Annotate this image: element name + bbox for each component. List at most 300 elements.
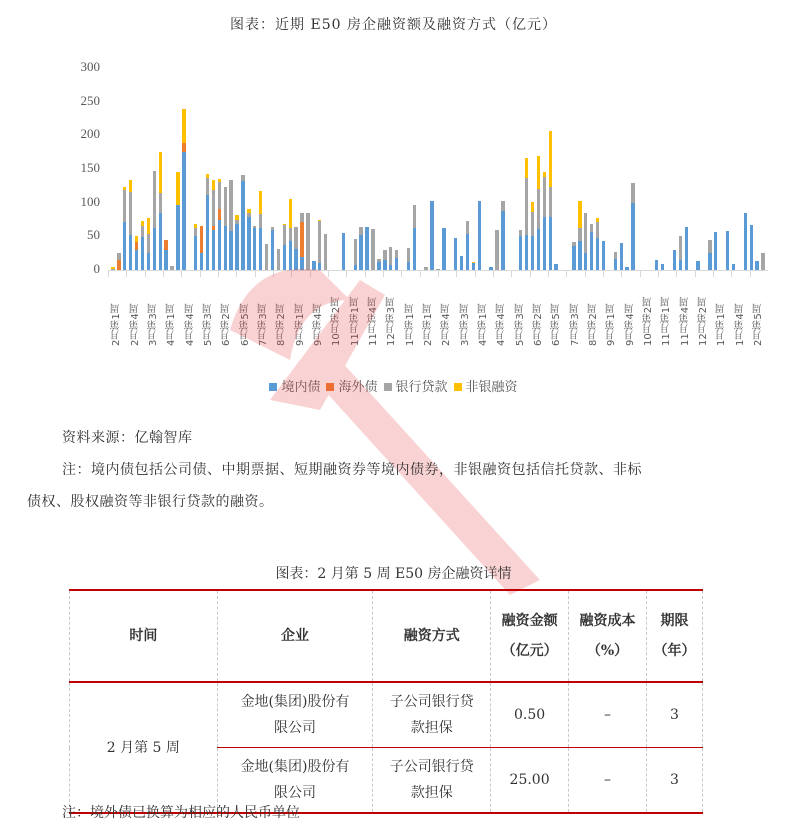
stacked-bar — [495, 230, 498, 270]
x-tick-label: 6月第2周 — [221, 303, 233, 346]
stacked-bar — [318, 220, 321, 270]
stacked-bar — [413, 205, 416, 270]
x-tick-label: 6月第5周 — [551, 303, 563, 346]
bar-segment — [679, 236, 682, 260]
bar-segment — [389, 247, 392, 265]
x-tick — [218, 271, 219, 277]
x-tick-label: 11月第1周 — [349, 296, 361, 346]
bar-segment — [283, 225, 286, 245]
note-line-2: 债权、股权融资等非银行贷款的融资。 — [27, 494, 274, 510]
bar-segment — [212, 180, 215, 189]
bar-segment — [218, 209, 221, 219]
bar-segment — [519, 236, 522, 270]
stacked-bar — [294, 227, 297, 270]
bar-segment — [478, 201, 481, 270]
stacked-bar — [625, 267, 628, 270]
stacked-bar — [620, 243, 623, 270]
company-line1: 金地(集团)股份有 — [240, 694, 350, 710]
bar-segment — [531, 236, 534, 270]
stacked-bar — [383, 250, 386, 270]
stacked-bar — [685, 227, 688, 270]
bar-segment — [253, 228, 256, 270]
bar-segment — [708, 240, 711, 253]
bar-segment — [407, 262, 410, 270]
stacked-bar — [277, 249, 280, 270]
x-tick — [273, 271, 274, 277]
stacked-bar — [194, 224, 197, 270]
stacked-bar — [182, 109, 185, 270]
bar-segment — [265, 244, 268, 270]
bar-segment — [354, 239, 357, 265]
bar-segment — [549, 131, 552, 186]
stacked-bar — [283, 224, 286, 270]
bar-segment — [182, 109, 185, 143]
stacked-bar — [554, 264, 557, 270]
x-tick — [163, 271, 164, 277]
bar-segment — [679, 260, 682, 270]
bar-segment — [549, 187, 552, 218]
stacked-bar — [584, 213, 587, 270]
stacked-bar — [631, 183, 634, 270]
x-tick — [108, 271, 109, 277]
time-cell: 2 月第 5 周 — [70, 682, 218, 813]
bar-segment — [377, 262, 380, 270]
bar-segment — [708, 253, 711, 271]
bar-segment — [176, 205, 179, 270]
x-tick — [530, 271, 531, 277]
x-tick — [401, 271, 402, 277]
x-tick — [181, 271, 182, 277]
stacked-bar — [218, 179, 221, 270]
stacked-bar — [442, 228, 445, 270]
x-tick-label: 12月第3周 — [386, 296, 398, 346]
bar-segment — [549, 217, 552, 270]
bar-segment — [584, 253, 587, 271]
stacked-bar — [602, 241, 605, 270]
bar-segment — [241, 181, 244, 270]
stacked-bar — [265, 244, 268, 270]
legend-label: 非银融资 — [465, 380, 518, 395]
bar-segment — [744, 213, 747, 270]
bar-segment — [383, 260, 386, 270]
header-time: 时间 — [70, 590, 218, 682]
bar-segment — [147, 218, 150, 233]
bar-segment — [590, 224, 593, 232]
x-tick — [255, 271, 256, 277]
x-tick-label: 2月第4周 — [441, 303, 453, 346]
x-axis-ticks — [108, 271, 768, 277]
header-cost — [569, 590, 647, 682]
bar-segment — [614, 259, 617, 270]
stacked-bar — [761, 253, 764, 271]
stacked-bar — [430, 201, 433, 270]
bar-segment — [584, 213, 587, 252]
bar-segment — [495, 230, 498, 270]
x-tick — [145, 271, 146, 277]
x-tick-label: 1月第1周 — [716, 303, 728, 346]
x-tick — [328, 271, 329, 277]
stacked-bar — [572, 242, 575, 270]
stacked-bar — [306, 213, 309, 270]
bar-segment — [430, 201, 433, 270]
stacked-bar — [596, 218, 599, 270]
bar-segment — [135, 250, 138, 270]
stacked-bar — [549, 131, 552, 270]
stacked-bar — [519, 230, 522, 270]
stacked-bar — [212, 180, 215, 270]
bar-segment — [129, 192, 132, 235]
x-tick-label: 11月第4周 — [679, 296, 691, 346]
bar-segment — [259, 228, 262, 270]
stacked-bar — [531, 202, 534, 270]
bar-segment — [300, 213, 303, 222]
x-tick-label: 5月第3周 — [514, 303, 526, 346]
table-title: 图表：2 月第 5 周 E50 房企融资详情 — [275, 566, 512, 582]
bar-segment — [673, 250, 676, 270]
bar-segment — [182, 143, 185, 152]
bar-segment — [395, 258, 398, 270]
bar-segment — [732, 264, 735, 270]
bar-segment — [614, 252, 617, 259]
bar-segment — [247, 217, 250, 270]
stacked-bar — [247, 209, 250, 270]
bar-segment — [141, 237, 144, 270]
legend-swatch-icon — [454, 383, 462, 391]
stacked-bar — [377, 259, 380, 270]
stacked-bar — [289, 199, 292, 270]
stacked-bar — [696, 261, 699, 270]
bar-segment — [289, 228, 292, 241]
x-tick — [566, 271, 567, 277]
bar-segment — [300, 222, 303, 256]
header-term — [646, 590, 702, 682]
stacked-bar — [424, 267, 427, 270]
bar-segment — [271, 230, 274, 270]
stacked-bar — [354, 239, 357, 270]
x-tick-label: 9月第4周 — [624, 303, 636, 346]
bar-segment — [324, 234, 327, 270]
bar-segment — [572, 246, 575, 270]
bar-segment — [306, 213, 309, 270]
header-method: 融资方式 — [373, 590, 491, 682]
stacked-bar — [259, 191, 262, 270]
legend-swatch-icon — [326, 383, 334, 391]
method-line2: 款担保 — [410, 720, 453, 736]
bar-segment — [383, 250, 386, 260]
x-tick — [383, 271, 384, 277]
x-tick — [658, 271, 659, 277]
x-tick — [291, 271, 292, 277]
stacked-bar — [241, 175, 244, 270]
bar-segment — [176, 172, 179, 204]
x-tick-label: 11月第1周 — [661, 296, 673, 346]
stacked-bar — [135, 236, 138, 270]
bar-segment — [182, 152, 185, 270]
bar-segment — [602, 241, 605, 270]
bar-segment — [407, 248, 410, 261]
stacked-bar — [235, 215, 238, 270]
bar-segment — [761, 253, 764, 271]
x-tick — [640, 271, 641, 277]
bar-segment — [554, 264, 557, 270]
bar-segment — [164, 250, 167, 270]
bar-segment — [620, 243, 623, 270]
bar-segment — [590, 232, 593, 270]
bar-segment — [111, 269, 114, 270]
bar-segment — [318, 221, 321, 263]
stacked-bar — [543, 172, 546, 270]
header-company: 企业 — [217, 590, 373, 682]
x-tick — [750, 271, 751, 277]
bar-segment — [466, 234, 469, 270]
legend-label: 境内债 — [281, 380, 321, 395]
bar-segment — [371, 229, 374, 270]
bar-segment — [661, 264, 664, 270]
stacked-bar — [371, 229, 374, 270]
stacked-bar — [489, 267, 492, 270]
stacked-bar — [395, 250, 398, 270]
legend-swatch-icon — [269, 383, 277, 391]
stacked-bar — [123, 187, 126, 270]
x-tick-label: 3月第3周 — [147, 303, 159, 346]
bar-segment — [755, 261, 758, 270]
bar-segment — [501, 201, 504, 212]
x-tick — [621, 271, 622, 277]
bar-segment — [147, 234, 150, 254]
legend-label: 银行贷款 — [395, 380, 448, 395]
bar-segment — [454, 238, 457, 270]
bar-segment — [206, 178, 209, 195]
x-tick — [548, 271, 549, 277]
bar-segment — [442, 228, 445, 270]
header-amount-line1: 融资金额 — [501, 613, 558, 629]
bar-segment — [194, 228, 197, 236]
x-tick-label: 6月第5周 — [239, 303, 251, 346]
bar-segment — [194, 236, 197, 270]
x-tick-label: 10月第2周 — [331, 296, 343, 346]
stacked-bar — [159, 152, 162, 270]
bar-segment — [696, 261, 699, 270]
x-tick — [493, 271, 494, 277]
x-tick — [236, 271, 237, 277]
method-line2: 款担保 — [410, 785, 453, 801]
stacked-bar — [726, 231, 729, 270]
stacked-bar — [164, 240, 167, 270]
x-tick-label: 10月第2周 — [642, 296, 654, 346]
stacked-bar — [472, 262, 475, 270]
bar-segment — [294, 227, 297, 249]
stacked-bar — [750, 225, 753, 270]
bar-segment — [117, 260, 120, 270]
stacked-bar — [501, 201, 504, 270]
bar-segment — [531, 212, 534, 236]
legend-item — [269, 376, 320, 395]
bar-segment — [413, 228, 416, 270]
chart-legend — [0, 376, 787, 395]
bar-segment — [395, 250, 398, 258]
x-tick-label: 4月第1周 — [477, 303, 489, 346]
stacked-bar — [359, 227, 362, 270]
x-tick — [438, 271, 439, 277]
bar-segment — [129, 235, 132, 270]
bar-segment — [218, 220, 221, 271]
x-tick-label: 2月第1周 — [422, 303, 434, 346]
bar-segment — [259, 214, 262, 228]
method-cell — [373, 748, 491, 814]
x-tick-label: 4月第4周 — [496, 303, 508, 346]
x-tick — [365, 271, 366, 277]
bar-segment — [472, 263, 475, 270]
bar-segment — [342, 233, 345, 270]
bar-segment — [312, 261, 315, 270]
bar-segment — [631, 203, 634, 270]
stacked-bar — [153, 171, 156, 270]
x-tick-label: 1月第1周 — [404, 303, 416, 346]
bar-segment — [164, 240, 167, 251]
stacked-bar — [271, 227, 274, 270]
stacked-bar — [176, 172, 179, 270]
x-tick — [475, 271, 476, 277]
legend-item — [384, 376, 448, 395]
x-tick-label: 8月第2周 — [276, 303, 288, 346]
bar-segment — [300, 257, 303, 270]
legend-item — [326, 376, 377, 395]
x-tick-label: 2月第5周 — [752, 303, 764, 346]
bar-segment — [359, 227, 362, 235]
stacked-bar — [732, 264, 735, 270]
method-cell — [373, 682, 491, 748]
x-tick — [676, 271, 677, 277]
x-tick-label: 7月第3周 — [569, 303, 581, 346]
bar-segment — [596, 238, 599, 270]
bar-segment — [153, 171, 156, 228]
stacked-bar — [229, 180, 232, 270]
bar-plot-area — [110, 60, 766, 270]
bar-segment — [460, 256, 463, 270]
bar-segment — [123, 190, 126, 222]
cost-cell: – — [569, 682, 647, 748]
bar-segment — [159, 193, 162, 213]
legend-swatch-icon — [384, 383, 392, 391]
stacked-bar — [578, 201, 581, 270]
x-tick — [603, 271, 604, 277]
bar-segment — [141, 226, 144, 237]
bar-segment — [135, 242, 138, 251]
stacked-bar — [454, 238, 457, 270]
bar-segment — [170, 266, 173, 270]
stacked-bar — [324, 234, 327, 270]
stacked-bar — [655, 260, 658, 270]
bar-segment — [631, 183, 634, 203]
bar-segment — [726, 231, 729, 270]
bar-segment — [424, 267, 427, 270]
x-tick-label: 3月第3周 — [459, 303, 471, 346]
legend-item — [454, 376, 518, 395]
x-axis-labels — [108, 278, 768, 348]
bar-segment — [200, 226, 203, 254]
company-cell — [217, 682, 373, 748]
header-cost-line1: 融资成本 — [579, 613, 636, 629]
bar-segment — [354, 265, 357, 270]
bar-segment — [543, 177, 546, 217]
x-tick-label: 6月第2周 — [532, 303, 544, 346]
stacked-bar — [537, 156, 540, 270]
x-tick — [585, 271, 586, 277]
bar-segment — [525, 178, 528, 235]
stacked-bar — [460, 256, 463, 270]
x-tick — [695, 271, 696, 277]
financing-detail-table — [69, 589, 703, 814]
bar-segment — [212, 230, 215, 270]
note-line-1: 注：境内债包括公司债、中期票据、短期融资券等境内债券，非银融资包括信托贷款、非标 — [62, 462, 642, 478]
bar-segment — [578, 201, 581, 228]
y-tick-label: 50 — [87, 227, 100, 243]
method-line1: 子公司银行贷 — [389, 694, 474, 710]
stacked-bar — [478, 201, 481, 270]
bar-segment — [283, 245, 286, 270]
x-tick — [346, 271, 347, 277]
stacked-bar — [714, 232, 717, 270]
bar-segment — [389, 265, 392, 270]
company-line2: 限公司 — [274, 720, 317, 736]
bar-segment — [212, 190, 215, 226]
bar-segment — [685, 227, 688, 270]
bar-segment — [224, 226, 227, 270]
y-tick-label: 300 — [80, 59, 100, 74]
header-term-line1: 期限 — [660, 613, 689, 629]
bar-segment — [525, 158, 528, 178]
amount-cell: 25.00 — [491, 748, 569, 814]
stacked-bar — [224, 187, 227, 270]
x-tick — [126, 271, 127, 277]
x-tick-label: 12月第2周 — [697, 296, 709, 346]
bar-segment — [365, 227, 368, 270]
bar-segment — [117, 253, 120, 260]
term-cell: 3 — [646, 748, 702, 814]
y-tick-label: 150 — [80, 160, 100, 175]
stacked-bar — [755, 261, 758, 270]
company-line1: 金地(集团)股份有 — [240, 759, 350, 775]
chart-title: 图表：近期 E50 房企融资额及融资方式（亿元） — [230, 17, 557, 33]
bar-segment — [537, 156, 540, 188]
bar-segment — [436, 269, 439, 270]
source-text: 资料来源：亿翰智库 — [62, 430, 193, 446]
stacked-bar — [389, 247, 392, 270]
bar-segment — [625, 267, 628, 270]
bar-segment — [147, 253, 150, 270]
stacked-bar — [614, 252, 617, 270]
chart-container — [0, 0, 787, 400]
bar-segment — [229, 180, 232, 231]
table-footnote: 注：境外债已换算为相应的人民币单位 — [62, 805, 300, 821]
stacked-bar — [117, 253, 120, 270]
stacked-bar — [200, 226, 203, 270]
bar-segment — [543, 217, 546, 270]
stacked-bar — [129, 180, 132, 270]
bar-segment — [159, 152, 162, 194]
bar-segment — [229, 231, 232, 270]
stacked-bar — [436, 269, 439, 270]
header-cost-line2: （%） — [586, 643, 629, 659]
bar-segment — [655, 260, 658, 270]
x-tick-label: 9月第4周 — [312, 303, 324, 346]
stacked-bar — [111, 267, 114, 270]
x-tick — [200, 271, 201, 277]
bar-segment — [537, 229, 540, 270]
stacked-bar — [661, 264, 664, 270]
bar-segment — [525, 235, 528, 270]
y-tick-label: 0 — [93, 261, 100, 276]
